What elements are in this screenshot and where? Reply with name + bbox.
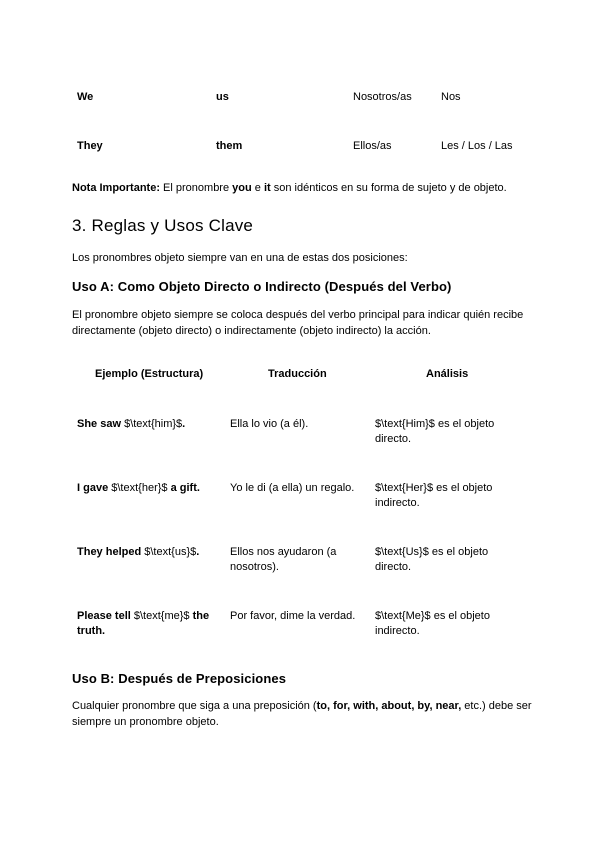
note-text: El pronombre: [160, 182, 233, 194]
spanish-clitic: Nos: [441, 91, 461, 103]
section-intro: Los pronombres objeto siempre van en una de estas dos posiciones:: [72, 252, 408, 264]
example-text: She saw: [77, 418, 125, 430]
spanish-pronoun: Ellos/as: [353, 140, 392, 152]
use-a-description: El pronombre objeto siempre se coloca después del verbo principal para indicar quién recibe directamente (objeto directo) o indirectamente (objeto indirecto) la acción.: [72, 309, 524, 337]
column-header: Ejemplo (Estructura): [95, 368, 204, 380]
analysis-cell: $\text{Her}$ es el objeto indirecto.: [375, 482, 493, 509]
use-b-description: [72, 698, 532, 730]
note-word-you: you: [232, 182, 252, 194]
subject-pronoun: We: [77, 91, 94, 103]
column-header: Análisis: [426, 368, 469, 380]
example-code: $\text{us}$: [144, 546, 197, 558]
analysis-cell: $\text{Him}$ es el objeto directo.: [375, 418, 495, 445]
use-b-text: Cualquier pronombre que siga a una preposición (: [72, 700, 317, 712]
example-code: $\text{me}$: [133, 610, 190, 622]
column-header: Traducción: [268, 368, 327, 380]
example-text: a gift.: [167, 482, 200, 494]
use-b-text-end: etc.) debe ser siempre un pronombre objeto.: [72, 700, 532, 728]
note-label: Nota Importante:: [72, 182, 160, 194]
example-cell: [77, 481, 217, 496]
use-a-heading: Uso A: Como Objeto Directo o Indirecto (Después del Verbo): [72, 279, 452, 294]
important-note: [72, 182, 507, 194]
translation-cell: Ella lo vio (a él).: [230, 418, 309, 430]
translation-cell: Por favor, dime la verdad.: [230, 610, 356, 622]
example-text: the truth.: [77, 610, 210, 637]
example-cell: [77, 545, 217, 560]
object-pronoun: them: [216, 140, 243, 152]
section-heading: 3. Reglas y Usos Clave: [72, 216, 254, 235]
translation-cell: Ellos nos ayudaron (a nosotros).: [230, 546, 337, 573]
example-text: I gave: [77, 482, 112, 494]
spanish-pronoun: Nosotros/as: [353, 91, 412, 103]
translation-cell: Yo le di (a ella) un regalo.: [230, 482, 355, 494]
example-text: .: [182, 418, 186, 430]
spanish-clitic: Les / Los / Las: [441, 140, 513, 152]
example-cell: [77, 417, 217, 432]
example-text: They helped: [77, 546, 145, 558]
analysis-cell: $\text{Me}$ es el objeto indirecto.: [375, 610, 490, 637]
subject-pronoun: They: [77, 140, 103, 152]
analysis-cell: $\text{Us}$ es el objeto directo.: [375, 546, 489, 573]
example-code: $\text{him}$: [124, 418, 183, 430]
use-b-heading: Uso B: Después de Preposiciones: [72, 671, 287, 686]
object-pronoun: us: [216, 91, 229, 103]
example-cell: [77, 609, 222, 639]
note-conj: e: [251, 182, 264, 194]
example-text: Please tell: [77, 610, 134, 622]
example-text: .: [196, 546, 200, 558]
note-text-end: son idénticos en su forma de sujeto y de objeto.: [270, 182, 507, 194]
example-code: $\text{her}$: [111, 482, 168, 494]
preposition-list: to, for, with, about, by, near,: [316, 700, 462, 712]
note-word-it: it: [263, 182, 271, 194]
